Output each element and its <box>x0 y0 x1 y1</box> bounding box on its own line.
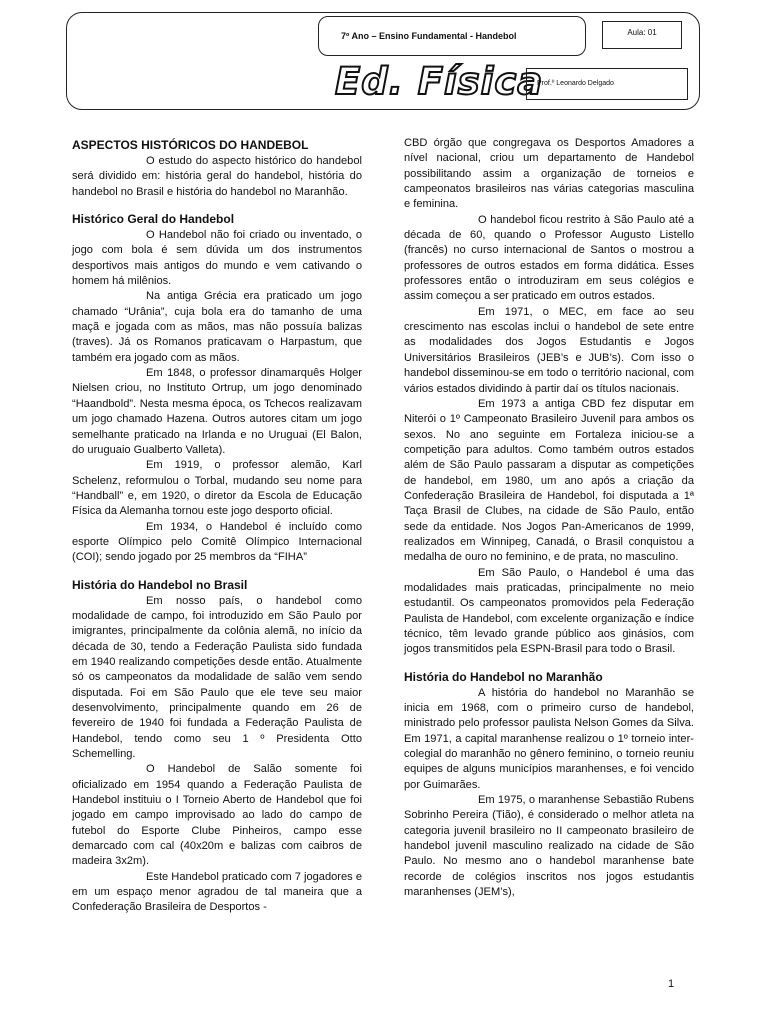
lesson-label: Aula: 01 <box>602 21 682 49</box>
paragraph: Em 1848, o professor dinamarquês Holger Nielsen criou, no Instituto Ortrup, um jogo denominado “Haandbold”. Nesta mesma época, os Tchecos realizavam um jogo chamado Hazena. Outros autores citam um jogo semelhante praticado na Irlanda e no Uruguai (El Balon, do uruguaio Gualberto Valleta). <box>72 367 362 456</box>
paragraph: Em nosso país, o handebol como modalidade de campo, foi introduzido em São Paulo por imigrantes, principalmente da colônia alemã, no início da década de 30, tendo a Federação Paulista sido fundada em 1940 realizando competições desde então. Atualmente só os campeonatos da modalidade de salão vem sendo disputada. Foi em São Paulo que ele teve seu maior desenvolvimento, principalmente quando em 26 de fevereiro de 1940 foi fundada a Federação Paulista de Handebol, tendo como seu 1 º Presidenta Otto Schemelling. <box>72 594 362 761</box>
paragraph: O Handebol não foi criado ou inventado, o jogo com bola é sem dúvida um dos instrumentos desportivos mais antigos do mundo e vem cativando o homem há milênios. <box>72 229 362 288</box>
paragraph: O handebol ficou restrito à São Paulo até a década de 60, quando o Professor Augusto Listello (francês) no curso internacional de Santos o mostrou a professores de outros estados em forma didática. Esses professores então o introduziram em seus colégios e assim começou a ser praticado em outros estados. <box>404 213 694 303</box>
paragraph: Este Handebol praticado com 7 jogadores e em um espaço menor agradou de tal maneira que a Confederação Brasileira de Desportos - <box>72 870 362 914</box>
right-column <box>404 136 694 901</box>
main-heading: ASPECTOS HISTÓRICOS DO HANDEBOL <box>72 138 309 152</box>
left-column <box>72 136 362 916</box>
paragraph: Em 1973 a antiga CBD fez disputar em Niterói o 1º Campeonato Brasileiro Juvenil para ambos os sexos. No ano seguinte em Fortaleza iniciou-se a competição para adultos. Como também outros estados além de São Paulo passaram a disputar as competições de handebol, em 1980, um ano após a criação da Confederação Brasileira de Handebol, foi disputada a 1ª Taça Brasil de Clubes, na cidade de São Paulo, então sede da entidade. Nos Jogos Pan-Americanos de 1999, realizados em Winnipeg, Canadá, o Brasil conquistou a medalha de ouro no feminino, e de prata, no masculino. <box>404 397 694 564</box>
paragraph: Em 1919, o professor alemão, Karl Schelenz, reformulou o Torbal, mudando seu nome para “Handball” e, em 1920, o diretor da Escola de Educação Física da Alemanha tornou este jogo desporto oficial. <box>72 459 362 518</box>
paragraph: O Handebol de Salão somente foi oficializado em 1954 quando a Federação Paulista de Handebol instituiu o I Torneio Aberto de Handebol que foi jogado em campo improvisado ao lado do campo de futebol do Esporte Clube Pinheiros, campo esse demarcado com cal (40x20m e balizas com caibros de madeira 3x2m). <box>72 763 362 868</box>
section-heading-brasil: História do Handebol no Brasil <box>72 577 248 592</box>
subject-title: Ed. Física <box>335 60 544 103</box>
course-label: 7º Ano – Ensino Fundamental - Handebol <box>318 16 586 56</box>
paragraph: O estudo do aspecto histórico do handebol será dividido em: história geral do handebol, história do handebol no Brasil e história do handebol no Maranhão. <box>72 155 362 198</box>
paragraph: Em São Paulo, o Handebol é uma das modalidades mais praticadas, principalmente no meio estudantil. Os campeonatos promovidos pela Federação Paulista de Handebol, com excelente organização e índice técnico, têm levado grande público aos ginásios, com jogos transmitidos pela ESPN-Brasil para todo o Brasil. <box>404 566 694 656</box>
paragraph: Em 1975, o maranhense Sebastião Rubens Sobrinho Pereira (Tião), é considerado o melhor atleta na categoria juvenil brasileiro no II campeonato brasileiro de handebol juvenil masculino realizado na cidade de São Paulo. No mesmo ano o handebol maranhense bate recorde de colégios inscritos nos jogos estudantis maranhenses (JEM’s), <box>404 794 694 899</box>
teacher-label: Prof.º Leonardo Delgado <box>526 68 688 100</box>
page-number: 1 <box>668 978 675 990</box>
paragraph: Em 1971, o MEC, em face ao seu crescimento nas escolas inclui o handebol de sete entre as modalidades dos Jogos Estudantis e Jogos Universitários Brasileiros (JEB’s e JUB’s). Com isso o handebol disseminou-se em todo o território nacional, com vários estados dividindo à partir daí os títulos nacionais. <box>404 305 694 395</box>
paragraph: A história do handebol no Maranhão se inicia em 1968, com o primeiro curso de handebol, ministrado pelo professor paulista Nelson Gomes da Silva. Em 1971, a capital maranhense realizou o 1º torneio inter-colegial do maranhão no gênero feminino, o torneio reuniu equipes de alguns municípios maranhenses, e foi vencido por Guimarães. <box>404 686 694 791</box>
section-heading-maranhao: História do Handebol no Maranhão <box>404 669 603 684</box>
paragraph: CBD órgão que congregava os Desportos Amadores a nível nacional, criou um departamento de Handebol possibilitando assim a organização de torneios e campeonatos brasileiros nas várias categorias masculina e feminina. <box>404 137 694 211</box>
paragraph: Na antiga Grécia era praticado um jogo chamado “Urânia”, cuja bola era do tamanho de uma maçã e jogada com as mãos, mas não possuía balizas (traves). Já os Romanos praticavam o Harpastum, que também era jogado com as mãos. <box>72 290 362 364</box>
section-heading-geral: Histórico Geral do Handebol <box>72 212 235 227</box>
paragraph: Em 1934, o Handebol é incluído como esporte Olímpico pelo Comitê Olímpico Internacional (COI); sendo jogado por 25 membros da “FIHA” <box>72 520 362 564</box>
